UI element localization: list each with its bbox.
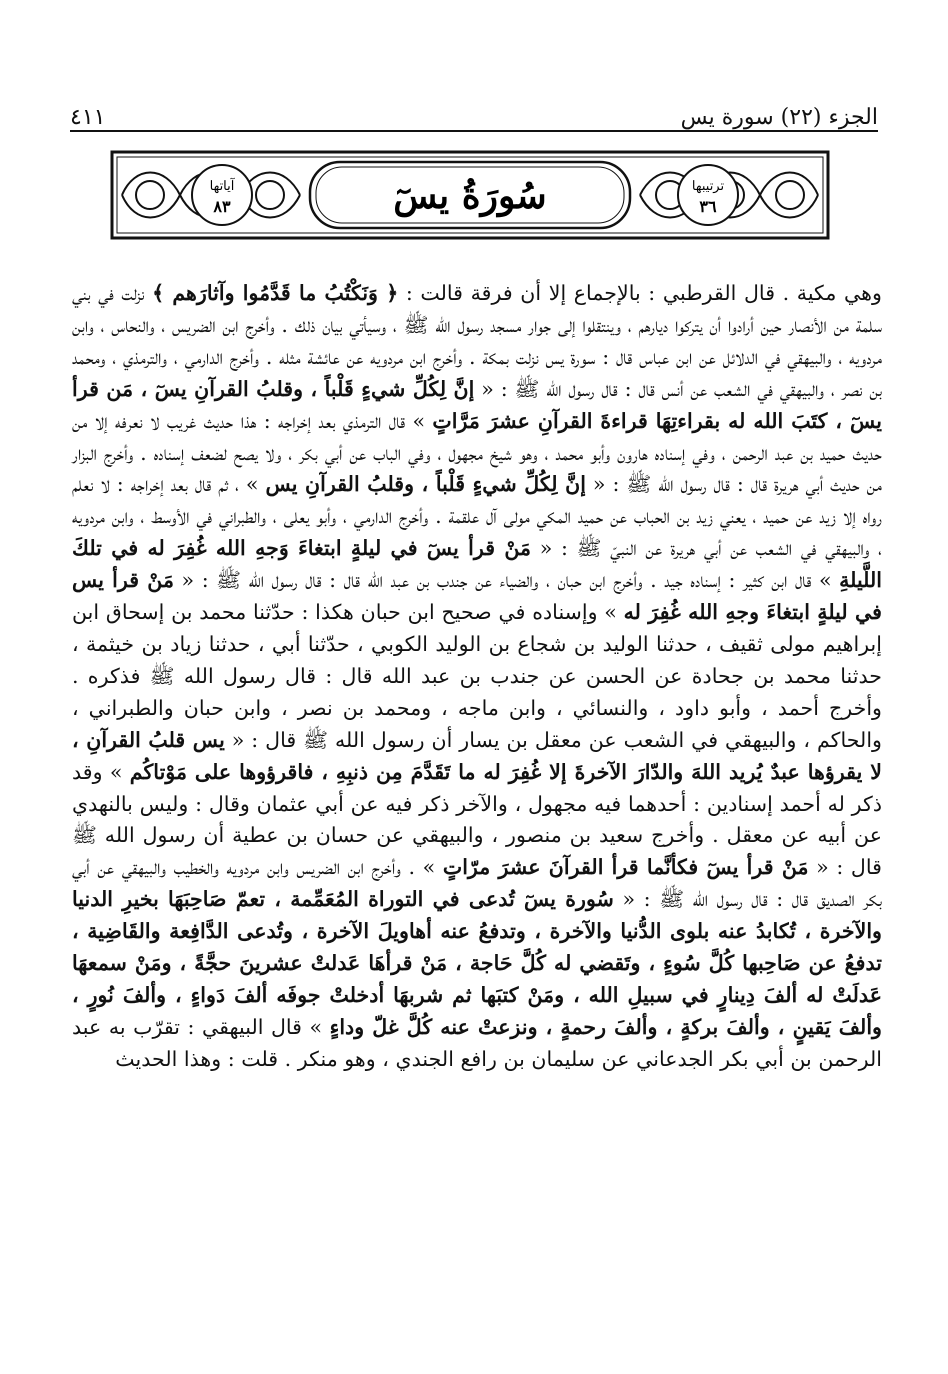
quoted-text-segment: سُورة يسٓ تُدعى في التوراة المُعَمِّمة ، تعمّ صَاحِبَهَا بخيرِ الدنيا والآخرة ، تُكابدُ عنه بلوى الدُّنيا والآخرة ، وتدفعُ عنه أهاويلَ الآخرة ، وتُدعى الدَّافِعة والقَاضِية ، تدفعُ عن صَاحِبها كُلَّ سُوءٍ ، وتَقضي له كُلَّ حَاجة ، مَنْ قرأهَا عَدلتْ عشرينَ حجَّةً ، ومَنْ سمعهَا عَدلَتْ له ألفَ دِينارٍ في سبيلِ الله ، ومَنْ كتبَها ثم شربهَا أدخلتْ جوفَه ألفَ دَواءٍ ، وألفَ نُورٍ ، وألفَ يَقينٍ ، وألفَ بركةٍ ، وألفَ رحمةٍ ، ونزعتْ عنه كُلَّ غلّ وداءٍ xyxy=(72,887,882,1039)
text-segment: » قال ابن كثير : إسناده جيد . وأخرج ابن حبان ، والضياء عن جندب بن عبد الله قال : قال رسول الله ﷺ : « xyxy=(173,568,840,593)
text-segment: » قال البيهقي : تقرّب به عبد الرحمن بن أبي بكر الجدعاني عن سليمان بن رافع الجندي ، وهو منكر . قلت : وهذا الحديث xyxy=(72,1014,882,1071)
surah-name: سُورَةُ يسٓ xyxy=(393,175,547,217)
body-paragraph xyxy=(72,278,882,1076)
text-segment: » قال الترمذي بعد إخراجه : هذا حديث غريب لا نعرفه إلا من حديث حميد بن عبد الرحمن ، وفي إسناده هارون وأبو محمد ، وهو شيخ مجهول ، وفي الباب عن أبي بكر ، ولا يصح لضعف إسناده . وأخرج البزار من حديث أبي هريرة قال : قال رسول الله ﷺ : « xyxy=(72,408,882,497)
quoted-text-segment: مَنْ قرأ يسٓ في ليلةٍ ابتغاءَ وَجهِ الله غُفِرَ له في تلكَ اللَّيلةِ xyxy=(72,536,882,593)
paragraph xyxy=(72,278,882,1076)
quoted-text-segment: إنَّ لِكُلِّ شيءٍ قَلْباً ، وقلبُ القرآنِ يس xyxy=(265,472,586,497)
page-header xyxy=(70,96,878,130)
quoted-text-segment: يس قلبُ القرآنِ ، لا يقرؤها عبدٌ يُريد اللهَ والدّارَ الآخرةَ إلا غُفِرَ له ما تَقَدَّمَ مِن ذنبِهِ ، فاقرؤوها على مَوْتاكُم xyxy=(72,727,882,784)
surah-title-banner xyxy=(110,150,830,240)
text-segment: » ، ثم قال بعد إخراجه : لا نعلم رواه إلا زيد عن حميد ، يعني زيد بن الحباب عن حميد المكي مولى آل علقمة . وأخرج الدارمي ، وأبو يعلى ، والطبراني في الأوسط ، وابن مردويه ، والبيهقي في الشعب عن أبي هريرة عن النبيّ ﷺ : « xyxy=(72,472,883,561)
text-segment: وهي مكية . قال القرطبي : بالإجماع إلا أن فرقة قالت : xyxy=(398,281,882,305)
order-label: ترتيبها xyxy=(691,179,725,194)
verses-label: آياتها xyxy=(209,179,235,194)
order-number: ٣٦ xyxy=(699,197,717,216)
quoted-text-segment: ﴿ وَنَكْتُبُ ما قَدَّمُوا وآثارَهم ﴾ xyxy=(152,281,399,305)
quoted-text-segment: مَنْ قرأ يس في ليلةٍ ابتغاءَ وجهِ الله غُفِرَ له xyxy=(72,568,882,625)
running-title: الجزء (٢٢) سورة يس xyxy=(680,105,878,130)
text-segment: نزلت في بني سلمة من الأنصار حين أرادوا أن يتركوا ديارهم ، وينتقلوا إلى جوار مسجد رسول الله ﷺ ، وسيأتي بيان ذلك . وأخرج ابن الضريس ، والنحاس ، وابن مردويه ، والبيهقي في الدلائل عن ابن عباس قال : سورة يس نزلت بمكة . وأخرج ابن مردويه عن عائشة مثله . وأخرج الدارمي ، والترمذي ، ومحمد بن نصر ، والبيهقي في الشعب عن أنس قال : قال رسول الله ﷺ : « xyxy=(72,281,882,401)
quoted-text-segment: مَنْ قرأ يسٓ فكأنَّما قرأ القرآنَ عشرَ مرّاتٍ xyxy=(442,855,809,880)
text-segment: » وإسناده في صحيح ابن حبان هكذا : حدّثنا محمد بن إسحاق ابن إبراهيم مولى ثقيف ، حدثنا الوليد بن شجاع بن الوليد الكوبي ، حدّثنا أبي ، حدثنا زياد بن خيثمة ، حدثنا محمد بن جحادة عن الحسن عن جندب بن عبد الله قال : قال رسول الله ﷺ فذكره . وأخرج أحمد ، وأبو داود ، والنسائي ، وابن ماجه ، ومحمد بن نصر ، وابن حبان والطبراني ، والحاكم ، والبيهقي في الشعب عن معقل بن يسار أن رسول الله ﷺ قال : « xyxy=(72,600,883,752)
quoted-text-segment: إنَّ لِكُلِّ شيءٍ قَلْباً ، وقلبُ القرآنِ يسٓ ، مَن قرأ يسٓ ، كتَبَ الله له بقراءتِهَا قراءةَ القرآنِ عشرَ مَرَّاتٍ xyxy=(72,376,882,433)
verses-number: ٨٣ xyxy=(213,197,231,216)
header-rule xyxy=(70,130,878,132)
text-segment: » . وأخرج ابن الضريس وابن مردويه والخطيب والبيهقي عن أبي بكر الصديق قال : قال رسول الله ﷺ : « xyxy=(72,855,882,912)
page-number: ٤١١ xyxy=(70,105,106,130)
text-segment: » وقد ذكر له أحمد إسنادين : أحدهما فيه مجهول ، والآخر ذكر فيه عن أبي عثمان وقال : وليس بالنهدي عن أبيه عن معقل . وأخرج سعيد بن منصور ، والبيهقي عن حسان بن عطية أن رسول الله ﷺ قال : « xyxy=(72,759,882,880)
